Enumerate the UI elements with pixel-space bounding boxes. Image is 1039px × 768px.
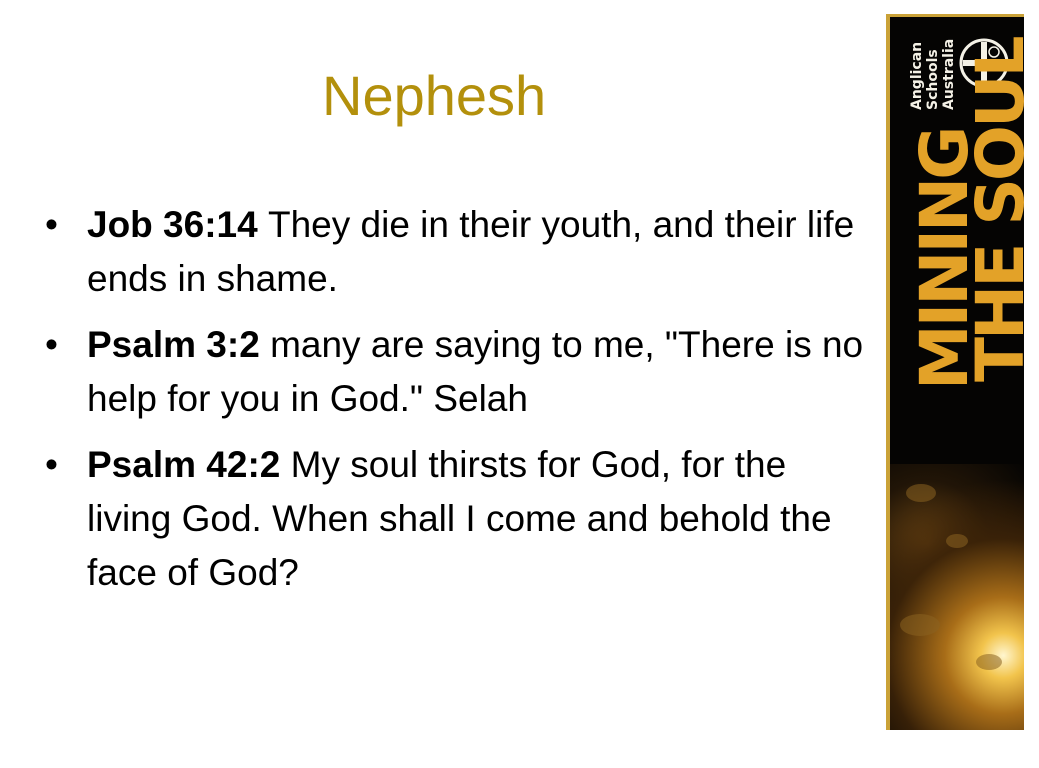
rock-texture (900, 614, 940, 636)
org-name-line-2: Schools (925, 49, 941, 110)
mine-tunnel-light-image (886, 464, 1024, 730)
bullet-item-psalm-42 (40, 438, 875, 600)
banner-gold-topline (886, 14, 1024, 17)
wordmark-line-2: THE SOUL (962, 38, 1039, 382)
verse-text: many are saying to me, "There is no help for you in God." Selah (87, 324, 864, 419)
bullet-marker: • (45, 324, 58, 365)
scripture-reference: Psalm 42:2 (87, 444, 291, 485)
rock-texture (906, 484, 936, 502)
rock-texture (946, 534, 968, 548)
rock-texture (976, 654, 1002, 670)
verse-text: They die in their youth, and their life ends in shame. (87, 204, 855, 299)
slide-title: Nephesh (322, 64, 547, 127)
bullet-marker: • (45, 444, 58, 485)
verse-text: My soul thirsts for God, for the living God. When shall I come and behold the face of God? (87, 444, 832, 593)
org-name-line-1: Anglican (909, 41, 925, 110)
scripture-reference: Job 36:14 (87, 204, 268, 245)
scripture-reference: Psalm 3:2 (87, 324, 271, 365)
bullet-list (40, 198, 875, 612)
org-name-line-3: Australia (941, 38, 957, 110)
bullet-marker: • (45, 204, 58, 245)
banner-gold-edge (886, 14, 890, 730)
bullet-item-psalm-3 (40, 318, 875, 426)
wordmark-line-1: MINING (906, 128, 983, 390)
bullet-item-job (40, 198, 875, 306)
